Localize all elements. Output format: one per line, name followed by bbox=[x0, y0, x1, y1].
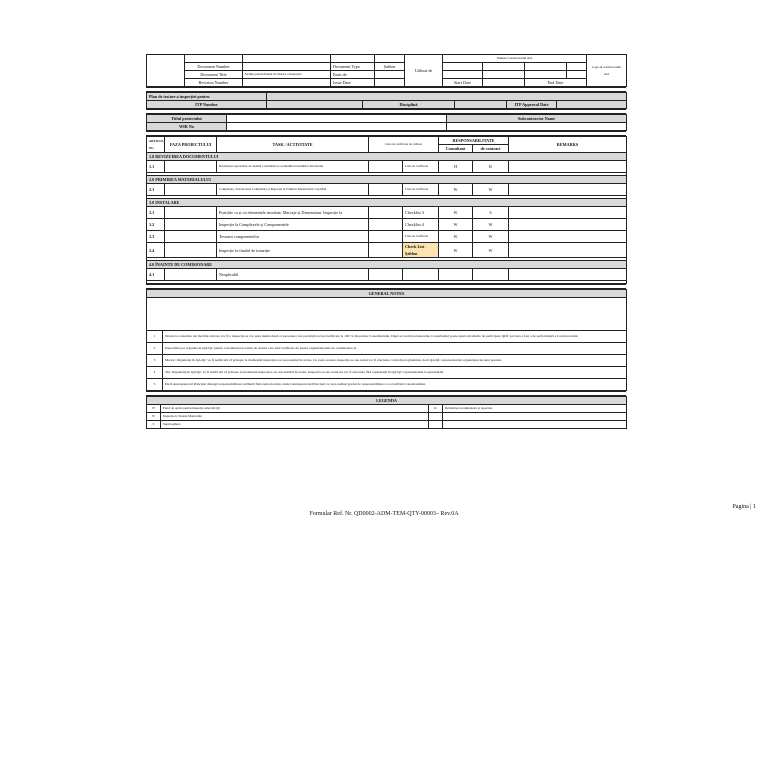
phase-cell[interactable] bbox=[165, 184, 217, 196]
header-blank-cell bbox=[147, 55, 185, 87]
phase-cell[interactable] bbox=[165, 243, 217, 258]
col-contractor: de contract bbox=[473, 145, 509, 153]
blank-cell bbox=[369, 269, 403, 281]
legend-text: Inspecție la Testele Martorului bbox=[161, 413, 429, 421]
remarks-cell[interactable] bbox=[509, 269, 627, 281]
document-title-label: Document Title bbox=[185, 71, 243, 79]
consultant-cell: W bbox=[439, 207, 473, 219]
note-text: Notele lor rezultate ale fiecărui articole vor fi o inspecție se vor testa numai după ce persoane care participă au fost notificate la 100 % din partea Consultantului. După accordul partenerului, Consultantul poate ajusta nivelurile de participare QDC pe baza a fost a de performanță a Contractorului. bbox=[163, 331, 627, 343]
entity-label: Emis de bbox=[331, 71, 375, 79]
task-cell: Inspecție la finalul de tranziție bbox=[217, 243, 369, 258]
consultant-cell: W bbox=[439, 219, 473, 231]
quality-doc-cell: Check List Șablon bbox=[403, 243, 439, 258]
blank-cell bbox=[369, 184, 403, 196]
remarks-cell[interactable] bbox=[509, 231, 627, 243]
legend-text bbox=[443, 421, 627, 429]
table-row bbox=[147, 184, 627, 196]
document-type-label: Document Type bbox=[331, 63, 375, 71]
section-title: 3.0 INSTALARE bbox=[147, 199, 627, 207]
itp-number-value[interactable] bbox=[267, 101, 363, 109]
article-number: 2.1 bbox=[147, 184, 165, 196]
document-number-value[interactable] bbox=[243, 63, 331, 71]
wir-label: WIR No bbox=[147, 123, 227, 131]
subcontractor-value[interactable] bbox=[447, 123, 627, 131]
blank-cell bbox=[369, 231, 403, 243]
phase-cell[interactable] bbox=[165, 231, 217, 243]
article-number: 3.4 bbox=[147, 243, 165, 258]
document-type-value[interactable]: Șablon bbox=[375, 63, 405, 71]
project-info-table bbox=[146, 114, 627, 131]
discipline-label: Disciplină bbox=[363, 101, 455, 109]
section-title: 2.0 PRIMIREA MATERIALULUI bbox=[147, 176, 627, 184]
revision-number-label: Revision Number bbox=[185, 79, 243, 87]
task-cell: Completare, Selecționare Completare și Inspecție la Primirea Materialelor Cap Mail bbox=[217, 184, 369, 196]
task-cell: Pozițiile ca și cu elementele instalate, Marcaje și Dimensiuni. Inspecție la bbox=[217, 207, 369, 219]
blank-cell bbox=[369, 161, 403, 173]
itp-number-label: ITP Number bbox=[147, 101, 267, 109]
document-number-label: Document Number bbox=[185, 63, 243, 71]
note-number: 1 bbox=[147, 331, 163, 343]
table-row bbox=[147, 231, 627, 243]
consultant-cell: W bbox=[439, 243, 473, 258]
legend-row bbox=[147, 413, 627, 421]
legend-key: W bbox=[147, 413, 161, 421]
plan-info-table bbox=[146, 92, 627, 109]
itp-approval-value[interactable] bbox=[557, 101, 627, 109]
consultant-cell: W bbox=[439, 184, 473, 196]
article-number: 1.1 bbox=[147, 161, 165, 173]
general-notes-space bbox=[147, 298, 627, 331]
note-number: 3 bbox=[147, 355, 163, 367]
issue-date-label: Issue Date bbox=[331, 79, 375, 87]
quality-doc-cell: Checklist 3 bbox=[403, 207, 439, 219]
contractor-cell: W bbox=[473, 219, 509, 231]
page-number: Pagina | 1 bbox=[732, 504, 756, 510]
section-title: 1.0 REVIZUIREA DOCUMENTULUI bbox=[147, 153, 627, 161]
blank-cell bbox=[369, 243, 403, 258]
table-row bbox=[147, 219, 627, 231]
note-text: Țin: Organizați în QA/QC va fi notificată că privește la momentul inspecției, iar sau testului în avans. Inspecția se sau testul nu vor fi efectuate fără organizații în QA/QC reprezentantul la prezență &. bbox=[163, 367, 627, 379]
consultant-cell bbox=[439, 269, 473, 281]
blank-cell bbox=[369, 207, 403, 219]
contractor-cell bbox=[473, 269, 509, 281]
phase-cell[interactable] bbox=[165, 207, 217, 219]
note-number: 2 bbox=[147, 343, 163, 355]
contractor-cell: W bbox=[473, 231, 509, 243]
used-at-label: Utilizat de bbox=[405, 55, 443, 87]
col-responsibility: RESPONSABILITATE bbox=[439, 137, 509, 145]
legend-row bbox=[147, 405, 627, 413]
table-row bbox=[147, 269, 627, 281]
col-article: ARTICOL NU. bbox=[147, 137, 165, 153]
note-row bbox=[147, 379, 627, 391]
table-row bbox=[147, 243, 627, 258]
start-date-label: Start Date bbox=[443, 79, 483, 87]
quality-doc-cell: Lista de verificare bbox=[403, 231, 439, 243]
legend-key: S bbox=[147, 421, 161, 429]
phase-cell[interactable] bbox=[165, 219, 217, 231]
phase-cell[interactable] bbox=[165, 161, 217, 173]
entity-value[interactable] bbox=[375, 71, 405, 79]
article-number: 3.1 bbox=[147, 207, 165, 219]
logo-placeholder: Logo-ul contractorului Aici bbox=[587, 55, 627, 87]
itp-approval-label: ITP Approval Date bbox=[507, 101, 557, 109]
col-consultant: Consultant bbox=[439, 145, 473, 153]
consultant-cell: W bbox=[439, 231, 473, 243]
remarks-cell[interactable] bbox=[509, 161, 627, 173]
article-number: 3.3 bbox=[147, 231, 165, 243]
revision-number-value[interactable] bbox=[243, 79, 331, 87]
note-row bbox=[147, 343, 627, 355]
legend-text: Revizuirea documentelor și raportare bbox=[443, 405, 627, 413]
document-title-value[interactable]: Ședința pentru Planul de Testare a Inspecției bbox=[243, 71, 331, 79]
col-remarks: REMARKS bbox=[509, 137, 627, 153]
legend-key bbox=[429, 413, 443, 421]
legend-text: Punct de oprire pentru inspecție selectată QC bbox=[161, 405, 429, 413]
discipline-value[interactable] bbox=[455, 101, 507, 109]
contractor-cell: W bbox=[473, 243, 509, 258]
legend-row bbox=[147, 421, 627, 429]
wir-value[interactable] bbox=[227, 123, 447, 131]
note-row bbox=[147, 367, 627, 379]
col-phase: FAZA PROIECTULUI bbox=[165, 137, 217, 153]
project-title-label: Titlul proiectului bbox=[147, 115, 227, 123]
project-title-value[interactable] bbox=[227, 115, 447, 123]
legend-title: LEGENDA bbox=[147, 397, 627, 405]
contractor-cell: W bbox=[473, 184, 509, 196]
subcontractor-label: Subcontractor Name bbox=[447, 115, 627, 123]
remarks-cell[interactable] bbox=[509, 219, 627, 231]
legend-key: H bbox=[147, 405, 161, 413]
article-number: 4.1 bbox=[147, 269, 165, 281]
consultant-cell: H bbox=[439, 161, 473, 173]
note-text: Inspecțiile pot organiza în QA/QC pentru a monitoriza locurile de dosare care sunt verificate de partea organizaționale de comisionare și. bbox=[163, 343, 627, 355]
note-row bbox=[147, 331, 627, 343]
legend-text bbox=[443, 413, 627, 421]
itp-activities-table bbox=[146, 136, 627, 284]
note-text: Martor: Organizați în QA/QC va fi notificată că privește la momentul inspecției, iar sau testului în avans. Cu toate acestea, inspecție se sau testul vor fi efectuate conform programului, dacă QA/QC reprezentantul organizației nu sunt prezent. bbox=[163, 355, 627, 367]
document-header-table bbox=[146, 54, 627, 87]
task-cell: Neaplicabil bbox=[217, 269, 369, 281]
form-reference: Formular Ref. Nr. QD0002-ADM-TEM-QTY-00003– Rev.0A bbox=[309, 511, 459, 517]
legend-text: Supraveghere bbox=[161, 421, 429, 429]
company-name: Numele Contractorului Aici bbox=[443, 55, 587, 63]
remarks-cell[interactable] bbox=[509, 243, 627, 258]
remarks-cell[interactable] bbox=[509, 207, 627, 219]
table-row bbox=[147, 207, 627, 219]
itp-form bbox=[146, 54, 626, 429]
end-date-label: End Date bbox=[525, 79, 587, 87]
section-title: 4.0 ÎNAINTE DE COMISIONARE bbox=[147, 261, 627, 269]
contractor-cell: S bbox=[473, 207, 509, 219]
table-row bbox=[147, 161, 627, 173]
phase-cell[interactable] bbox=[165, 269, 217, 281]
general-notes-table bbox=[146, 289, 627, 391]
col-quality-docs: Lista de verificare de calitate bbox=[369, 137, 439, 153]
task-cell: Inspecție la Complexele și Componentele bbox=[217, 219, 369, 231]
blank-cell bbox=[369, 219, 403, 231]
contractor-cell: R bbox=[473, 161, 509, 173]
quality-doc-cell: Lista de verificare bbox=[403, 161, 439, 173]
quality-doc-cell: Lista de verificare bbox=[403, 184, 439, 196]
general-notes-title: GENERAL NOTES bbox=[147, 290, 627, 298]
col-task: TASK / ACTIVITATE bbox=[217, 137, 369, 153]
quality-doc-cell: Checklist 4 bbox=[403, 219, 439, 231]
note-row bbox=[147, 355, 627, 367]
plan-title-value[interactable] bbox=[267, 93, 627, 101]
legend-key: R bbox=[429, 405, 443, 413]
article-number: 3.2 bbox=[147, 219, 165, 231]
legend-table bbox=[146, 396, 627, 429]
task-cell: Revizuirea rapoartelor de analiză a mediului și a remediilor biotehnice din detaliu bbox=[217, 161, 369, 173]
note-text: Dacă Antreprenorul Principal deleagă responsabilitatea atribuită Subcontractorului, atunci Antreprenorul Principal va avea audiați gradul de responsabilitate ca cel atribuit Consultantului. bbox=[163, 379, 627, 391]
note-number: 4 bbox=[147, 367, 163, 379]
note-number: 5 bbox=[147, 379, 163, 391]
issue-date-value[interactable] bbox=[375, 79, 405, 87]
start-date-value[interactable] bbox=[483, 79, 525, 87]
plan-title-label: Plan de testare a inspecției pentru bbox=[147, 93, 267, 101]
remarks-cell[interactable] bbox=[509, 184, 627, 196]
quality-doc-cell bbox=[403, 269, 439, 281]
legend-key bbox=[429, 421, 443, 429]
task-cell: Testarea componentelor bbox=[217, 231, 369, 243]
